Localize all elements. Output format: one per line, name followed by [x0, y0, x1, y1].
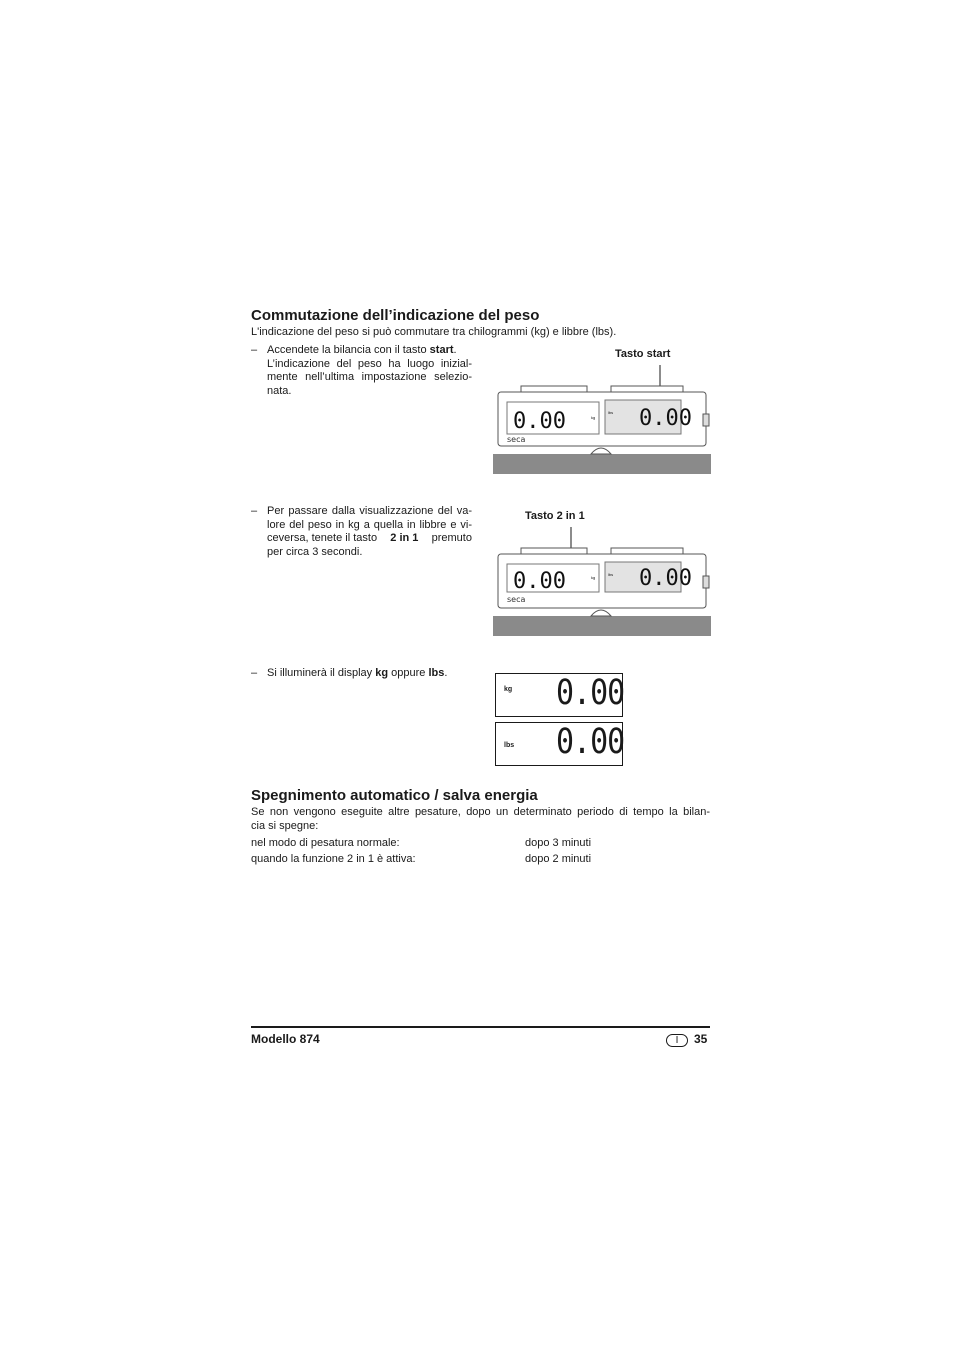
scale-side-knob — [703, 414, 709, 426]
auto-off-row-label: quando la funzione 2 in 1 è attiva: — [251, 853, 416, 865]
auto-off-row-label: nel modo di pesatura normale: — [251, 837, 400, 849]
figure1-label: Tasto start — [615, 348, 671, 360]
left-display-unit: kg — [591, 575, 596, 580]
left-display-value: 0.00 — [513, 409, 566, 434]
bullet-dash: – — [251, 505, 258, 517]
brand-logo: seca — [507, 595, 526, 604]
auto-off-text: Se non vengono eseguite altre pesature, dopo un determinato periodo di tempo la bilan- cia si spegne: — [251, 806, 710, 832]
section-heading-auto-off: Spegnimento automatico / salva energia — [251, 787, 538, 804]
left-display-unit: kg — [591, 415, 596, 420]
display-lbs: lbs 0.00 — [495, 722, 623, 766]
scale-base — [493, 616, 711, 636]
brand-logo: seca — [507, 435, 526, 444]
right-display-value: 0.00 — [639, 406, 692, 431]
scale-side-knob — [703, 576, 709, 588]
step3-text: Si illuminerà il display kg oppure lbs. — [267, 667, 448, 679]
display-kg: kg 0.00 — [495, 673, 623, 717]
scale-illustration-2in1 — [493, 524, 711, 636]
footer-rule — [251, 1026, 710, 1028]
intro-text: L'indicazione del peso si può commutare tra chilogrammi (kg) e libbre (lbs). — [251, 326, 617, 338]
footer-model: Modello 874 — [251, 1032, 320, 1046]
bullet-dash: – — [251, 667, 258, 679]
right-display-value: 0.00 — [639, 566, 692, 591]
scale-base — [493, 454, 711, 474]
scale-foot — [591, 610, 611, 616]
footer-page-number: 35 — [694, 1032, 708, 1046]
bullet-dash: – — [251, 344, 258, 356]
footer-language-badge: I — [666, 1034, 688, 1047]
step2-text: Per passare dalla visualizzazione del va- lore del peso in kg a quella in libbre e vi- ceversa, tenete il tasto 2 in 1 premuto per circa 3 secondi. — [267, 505, 472, 558]
scale-foot — [591, 448, 611, 454]
section-heading-weight-switch: Commutazione dell’indicazione del peso — [251, 307, 540, 324]
left-display-value: 0.00 — [513, 569, 566, 594]
scale-illustration-start — [493, 362, 711, 474]
right-display-unit: lbs — [608, 572, 614, 577]
figure2-label: Tasto 2 in 1 — [525, 510, 585, 522]
right-display-unit: lbs — [608, 410, 614, 415]
auto-off-row-value: dopo 2 minuti — [525, 853, 592, 865]
auto-off-row-value: dopo 3 minuti — [525, 837, 592, 849]
step1-text: Accendete la bilancia con il tasto start. L’indicazione del peso ha luogo inizial- mente nell’ultima impostazione selezio- nata. — [267, 344, 472, 397]
